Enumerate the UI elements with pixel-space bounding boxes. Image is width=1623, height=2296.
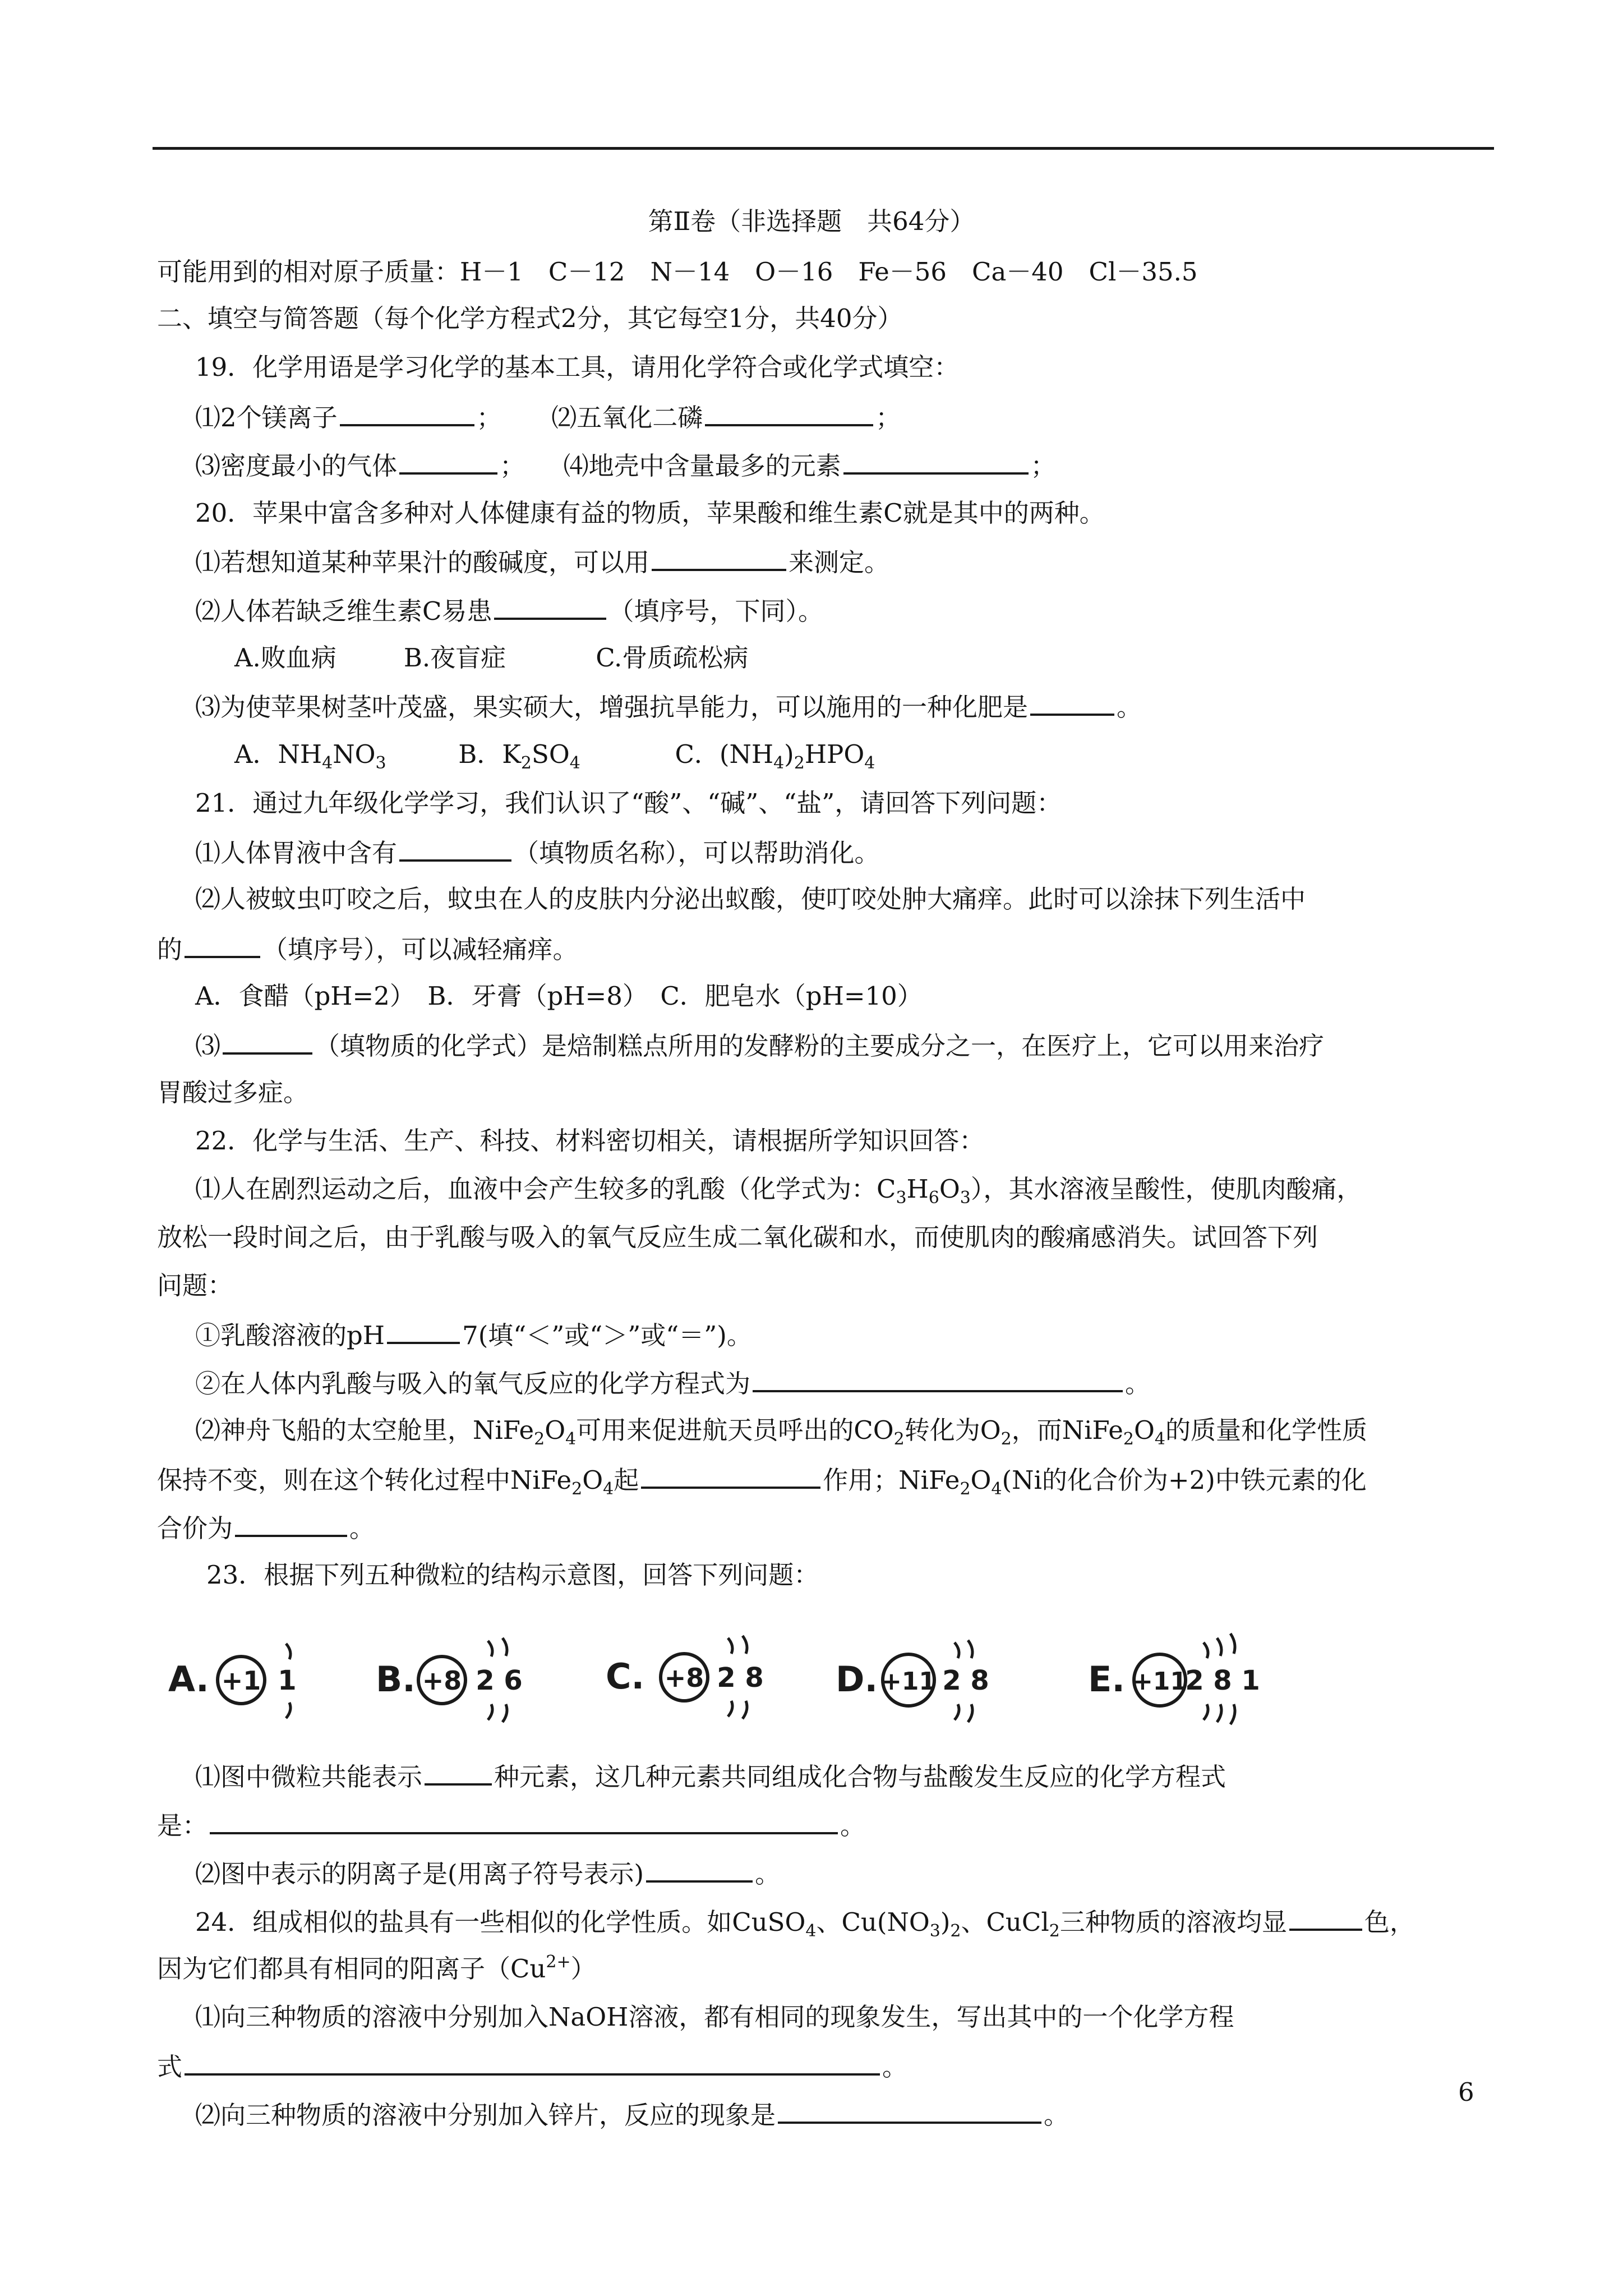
q20-opts3	[234, 738, 875, 771]
atomic-masses: 可能用到的相对原子质量：H－1 C－12 N－14 O－16 Fe－56 Ca－40 Cl－35.5	[157, 257, 1198, 287]
q23-line2	[157, 1807, 865, 1843]
q24-line2: 因为它们都具有相同的阳离子$(Cu^{2+})$	[157, 1952, 596, 1984]
q23-p2-text: ⑵图中表示的阴离子是(用离子符号表示)	[195, 1859, 644, 1889]
q19-blank3[interactable]	[399, 448, 497, 475]
q21-blank1[interactable]	[399, 835, 511, 862]
particle-c-charge: +8	[664, 1663, 704, 1693]
particle-d-diagram	[836, 1616, 1015, 1739]
q22-p2-line3-text: 合价为	[157, 1513, 233, 1543]
q22-sub2-text: ②在人体内乳酸与吸入的氧气反应的化学方程式为	[195, 1369, 751, 1398]
q23-p1-end: 种元素，这几种元素共同组成化合物与盐酸发生反应的化学方程式	[494, 1762, 1227, 1792]
q19-p3: ⑶密度最小的气体	[195, 451, 398, 481]
particle-a-label: A.	[168, 1659, 209, 1700]
q23-p1-line2-start: 是：	[157, 1811, 208, 1841]
q22-sub2-end: 。	[1125, 1369, 1151, 1398]
q22-sub1	[195, 1317, 752, 1352]
q23-stem: 23．根据下列五种微粒的结构示意图，回答下列问题：	[206, 1560, 819, 1590]
q20-stem: 20．苹果中富含多种对人体健康有益的物质，苹果酸和维生素C就是其中的两种。	[195, 498, 1105, 528]
q21-p1-text: ⑴人体胃液中含有	[195, 838, 398, 868]
q23-line3	[195, 1856, 780, 1891]
q19-p2-end: ；	[875, 403, 901, 432]
q22-stem: 22．化学与生活、生产、科技、材料密切相关，请根据所学知识回答：	[195, 1126, 985, 1156]
q21-p3-start: ⑶	[195, 1031, 221, 1061]
q21-stem: 21．通过九年级化学学习，我们认识了“酸”、“碱”、“盐”，请回答下列问题：	[195, 788, 1062, 818]
q24-stem: 24．组成相似的盐具有一些相似的化学性质。如CuSO$_4$、$Cu(NO_3)_2$、CuCl$_2$三种物质的溶液均显 色，	[195, 1904, 1415, 1939]
q20-line3	[195, 689, 1142, 724]
q20-p1-end: 来测定。	[789, 547, 890, 577]
q21-p1-end: （填物质名称），可以帮助消化。	[514, 838, 880, 868]
q21-p3-text: （填物质的化学式）是焙制糕点所用的发酵粉的主要成分之一，在医疗上，它可以用来治疗	[315, 1031, 1325, 1061]
particle-c-diagram	[606, 1616, 785, 1739]
page-number: 6	[1458, 2077, 1474, 2107]
q19-blank2[interactable]	[705, 399, 873, 426]
q19-line2	[195, 448, 1056, 483]
q24-p2-text: ⑵向三种物质的溶液中分别加入锌片，反应的现象是	[195, 2100, 776, 2130]
particle-a-shells: 1	[278, 1665, 297, 1696]
q24-blank1[interactable]	[1289, 1904, 1362, 1931]
q22-p2-line3-end: 。	[349, 1513, 375, 1543]
q19-p1-end: ；	[476, 403, 502, 432]
q22-p1-line2: 放松一段时间之后，由于乳酸与吸入的氧气反应生成二氧化碳和水，而使肌肉的酸痛感消失。试回答下列	[157, 1222, 1318, 1252]
q22-blank2[interactable]	[753, 1365, 1123, 1392]
q19-blank1[interactable]	[340, 399, 474, 426]
particle-b-shells: 2 6	[476, 1665, 523, 1696]
q24-blank3[interactable]	[778, 2097, 1041, 2124]
q19-p2: ⑵五氧化二磷	[551, 403, 703, 432]
q20-line1	[195, 544, 889, 579]
q19-line1	[195, 399, 901, 435]
q23-p2-end: 。	[755, 1859, 781, 1889]
q23-p1-text: ⑴图中微粒共能表示	[195, 1762, 423, 1792]
q20-p2-end: （填序号，下同）。	[608, 596, 823, 626]
section-2-title: 二、填空与简答题（每个化学方程式2分，其它每空1分，共40分）	[157, 303, 903, 333]
particle-e-charge: +11	[1132, 1667, 1188, 1696]
q22-sub1-text: ①乳酸溶液的pH	[195, 1320, 385, 1350]
q21-p3-line2: 胃酸过多症。	[157, 1078, 309, 1107]
particle-e-label: E.	[1088, 1659, 1125, 1700]
particle-a-diagram	[168, 1616, 348, 1739]
particle-a-charge: +1	[221, 1665, 261, 1696]
q24-blank2[interactable]	[185, 2049, 880, 2076]
q20-opt3-b: B．$K_2SO_4$	[458, 739, 580, 773]
q21-options: A．食醋（pH=2） B．牙膏（pH=8） C．肥皂水（pH=10）	[195, 981, 923, 1011]
q20-opt2-a: A.败血病	[234, 643, 336, 673]
particle-d-label: D.	[836, 1659, 878, 1700]
q20-line2	[195, 593, 823, 628]
q20-p1-text: ⑴若想知道某种苹果汁的酸碱度，可以用	[195, 547, 650, 577]
q24-p2-end: 。	[1044, 2100, 1069, 2130]
q24-p1-line2-start: 式	[157, 2052, 183, 2082]
q23-blank3[interactable]	[646, 1856, 753, 1883]
q20-opts2	[234, 641, 748, 675]
q22-blank1[interactable]	[387, 1317, 460, 1344]
q19-p4: ⑷地壳中含量最多的元素	[563, 451, 841, 481]
particle-e-diagram	[1088, 1616, 1279, 1739]
q22-p1-line3: 问题：	[157, 1271, 233, 1300]
q19-p1: ⑴2个镁离子	[195, 403, 338, 432]
q22-p2-line2: 保持不变，则在这个转化过程中$NiFe_2O_4$起 作用；$NiFe_2O_4(Ni$的化合价为+2)中铁元素的化	[157, 1462, 1367, 1497]
q24-p2	[195, 2097, 1069, 2132]
q22-blank4[interactable]	[235, 1510, 347, 1537]
q21-line1	[195, 835, 880, 870]
q21-blank2[interactable]	[185, 931, 260, 958]
q20-opt3-c: C．$(NH_4)_2HPO_4$	[675, 739, 875, 773]
q21-p2-line2-start: 的	[157, 935, 183, 964]
q23-blank2[interactable]	[210, 1807, 838, 1834]
particle-c-shells: 2 8	[717, 1662, 764, 1694]
q22-p1-line1: ⑴人在剧烈运动之后，血液中会产生较多的乳酸（化学式为：$C_3H_6O_3$），其水溶液呈酸性，使肌肉酸痛，	[195, 1174, 1362, 1208]
particle-b-charge: +8	[422, 1665, 462, 1696]
q20-opt3-a: A．$NH_4NO_3$	[234, 739, 386, 773]
q21-p2-line2-end: （填序号），可以减轻痛痒。	[262, 935, 578, 964]
q22-sub2	[195, 1365, 1150, 1401]
particle-e-shells: 2 8 1	[1185, 1665, 1260, 1696]
q22-p2-line1: ⑵神舟飞船的太空舱里，$NiFe_2O_4$可用来促进航天员呼出的$CO_2$转化为$O_2$，而$NiFe_2O_4$的质量和化学性质	[195, 1415, 1367, 1449]
q20-opt2-c: C.骨质疏松病	[596, 643, 749, 673]
particle-d-shells: 2 8	[942, 1665, 989, 1696]
q20-blank2[interactable]	[494, 593, 606, 620]
q20-opt2-b: B.夜盲症	[403, 643, 506, 673]
q20-p3-text: ⑶为使苹果树茎叶茂盛，果实硕大，增强抗旱能力，可以施用的一种化肥是	[195, 692, 1029, 722]
q21-p2-line2	[157, 931, 578, 967]
q22-p2-line3	[157, 1510, 375, 1545]
q19-p3-end: ；	[500, 451, 525, 481]
q22-blank3[interactable]	[641, 1462, 820, 1489]
q20-p3-end: 。	[1117, 692, 1142, 722]
q24-p1-line2	[157, 2049, 907, 2084]
q24-p1-line2-end: 。	[882, 2052, 908, 2082]
particle-d-charge: +11	[880, 1667, 937, 1696]
q20-p2-text: ⑵人体若缺乏维生素C易患	[195, 596, 492, 626]
header-rule	[153, 147, 1494, 150]
q21-p2-line1: ⑵人被蚊虫叮咬之后，蚊虫在人的皮肤内分泌出蚁酸，使叮咬处肿大痛痒。此时可以涂抹下列生活中	[195, 884, 1306, 914]
q20-blank3[interactable]	[1030, 689, 1114, 716]
q21-line3	[195, 1028, 1324, 1063]
q23-p1-line2-end: 。	[840, 1811, 866, 1841]
particle-b-label: B.	[376, 1659, 416, 1700]
section-header-title: 第Ⅱ卷（非选择题 共64分）	[648, 206, 975, 236]
particle-b-diagram	[376, 1616, 555, 1739]
q19-stem: 19．化学用语是学习化学的基本工具，请用化学符合或化学式填空：	[195, 352, 960, 382]
q22-sub1-end: 7(填“＜”或“＞”或“＝”)。	[462, 1320, 752, 1350]
q19-p4-end: ；	[1030, 451, 1056, 481]
q23-line1	[195, 1759, 1226, 1794]
q24-p1: ⑴向三种物质的溶液中分别加入NaOH溶液，都有相同的现象发生，写出其中的一个化学方程	[195, 2002, 1234, 2032]
particle-c-label: C.	[606, 1656, 645, 1697]
q19-blank4[interactable]	[843, 448, 1029, 475]
q23-blank1[interactable]	[425, 1759, 492, 1786]
q20-blank1[interactable]	[652, 544, 786, 571]
q21-blank3[interactable]	[223, 1028, 312, 1055]
